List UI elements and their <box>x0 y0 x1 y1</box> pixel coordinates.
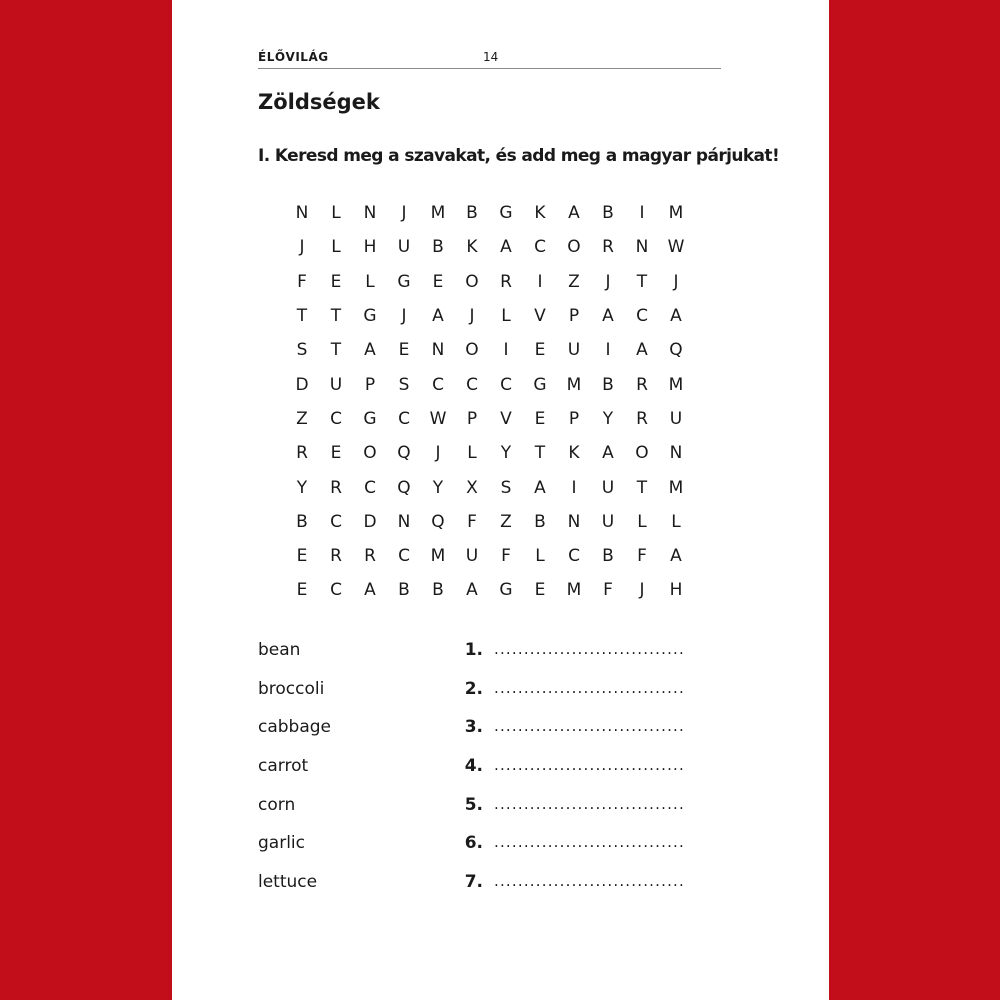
grid-letter[interactable]: O <box>635 443 649 464</box>
grid-letter[interactable]: D <box>295 374 309 395</box>
item-number: 4. <box>464 756 483 777</box>
grid-letter[interactable]: N <box>431 340 445 361</box>
grid-letter[interactable]: K <box>568 443 580 464</box>
english-word: garlic <box>258 833 305 854</box>
grid-letter[interactable]: W <box>667 237 685 258</box>
answer-blank[interactable]: ................................ <box>494 794 685 813</box>
grid-row <box>285 333 693 367</box>
grid-letter[interactable]: C <box>432 374 444 395</box>
grid-letter[interactable]: G <box>499 580 513 601</box>
grid-letter[interactable]: A <box>466 580 478 601</box>
grid-row <box>285 367 693 401</box>
grid-letter[interactable]: C <box>398 546 410 567</box>
worksheet-page <box>172 0 829 1000</box>
grid-letter[interactable]: U <box>601 511 615 532</box>
grid-letter[interactable]: B <box>602 546 614 567</box>
grid-letter[interactable]: F <box>297 271 307 292</box>
grid-letter[interactable]: E <box>534 408 546 429</box>
grid-row <box>285 299 693 333</box>
grid-letter[interactable]: T <box>636 477 648 498</box>
grid-letter[interactable]: M <box>430 203 446 224</box>
grid-letter[interactable]: R <box>364 546 376 567</box>
grid-letter[interactable]: C <box>534 237 546 258</box>
grid-letter[interactable]: P <box>568 408 580 429</box>
grid-letter[interactable]: C <box>398 408 410 429</box>
grid-letter[interactable]: R <box>636 374 648 395</box>
grid-letter[interactable]: N <box>295 203 309 224</box>
vocabulary-row <box>258 866 728 905</box>
grid-row <box>285 470 693 504</box>
grid-letter[interactable]: E <box>534 340 546 361</box>
grid-letter[interactable]: J <box>469 306 475 327</box>
grid-letter[interactable]: T <box>296 306 308 327</box>
vocabulary-row <box>258 827 728 866</box>
english-word: carrot <box>258 756 309 777</box>
grid-letter[interactable]: O <box>567 237 581 258</box>
grid-letter[interactable]: J <box>639 580 645 601</box>
grid-letter[interactable]: C <box>330 408 342 429</box>
grid-letter[interactable]: S <box>500 477 512 498</box>
grid-letter[interactable]: U <box>567 340 581 361</box>
grid-letter[interactable]: R <box>330 546 342 567</box>
grid-letter[interactable]: C <box>636 306 648 327</box>
grid-letter[interactable]: I <box>503 340 509 361</box>
grid-letter[interactable]: Z <box>296 408 308 429</box>
grid-letter[interactable]: Z <box>568 271 580 292</box>
grid-letter[interactable]: L <box>331 203 341 224</box>
grid-letter[interactable]: G <box>533 374 547 395</box>
grid-letter[interactable]: E <box>296 546 308 567</box>
grid-letter[interactable]: C <box>568 546 580 567</box>
page-number: 14 <box>483 50 499 64</box>
grid-letter[interactable]: N <box>363 203 377 224</box>
grid-letter[interactable]: E <box>296 580 308 601</box>
grid-letter[interactable]: E <box>330 271 342 292</box>
grid-letter[interactable]: U <box>601 477 615 498</box>
grid-letter[interactable]: A <box>602 443 614 464</box>
grid-letter[interactable]: B <box>602 374 614 395</box>
grid-letter[interactable]: T <box>330 306 342 327</box>
grid-letter[interactable]: L <box>331 237 341 258</box>
grid-letter[interactable]: P <box>466 408 478 429</box>
item-number: 1. <box>464 640 483 660</box>
grid-row <box>285 196 693 230</box>
grid-letter[interactable]: L <box>671 511 681 532</box>
grid-letter[interactable]: J <box>605 271 611 292</box>
grid-letter[interactable]: J <box>401 306 407 327</box>
grid-letter[interactable]: F <box>501 546 511 567</box>
grid-letter[interactable]: C <box>466 374 478 395</box>
grid-letter[interactable]: A <box>602 306 614 327</box>
grid-letter[interactable]: R <box>500 271 512 292</box>
english-word: cabbage <box>258 717 332 738</box>
grid-letter[interactable]: B <box>398 580 410 601</box>
grid-letter[interactable]: F <box>637 546 647 567</box>
grid-letter[interactable]: L <box>535 546 545 567</box>
exercise-instruction: I. Keresd meg a szavakat, és add meg a magyar párjukat! <box>258 146 780 166</box>
grid-letter[interactable]: P <box>568 306 580 327</box>
grid-letter[interactable]: G <box>363 306 377 327</box>
grid-letter[interactable]: R <box>636 408 648 429</box>
item-number: 6. <box>464 833 483 854</box>
grid-letter[interactable]: A <box>568 203 580 224</box>
answer-blank[interactable]: ................................ <box>494 756 685 775</box>
grid-letter[interactable]: S <box>398 374 410 395</box>
grid-letter[interactable]: I <box>537 271 543 292</box>
grid-row <box>285 539 693 573</box>
grid-row <box>285 230 693 264</box>
grid-letter[interactable]: L <box>637 511 647 532</box>
grid-letter[interactable]: J <box>401 203 407 224</box>
grid-letter[interactable]: V <box>534 306 546 327</box>
grid-letter[interactable]: E <box>398 340 410 361</box>
grid-letter[interactable]: R <box>602 237 614 258</box>
grid-letter[interactable]: J <box>435 443 441 464</box>
grid-letter[interactable]: M <box>566 580 582 601</box>
grid-letter[interactable]: U <box>397 237 411 258</box>
answer-blank[interactable]: ................................ <box>494 717 685 736</box>
grid-letter[interactable]: V <box>500 408 512 429</box>
grid-letter[interactable]: W <box>429 408 447 429</box>
section-label: ÉLŐVILÁG <box>258 50 329 64</box>
grid-letter[interactable]: L <box>365 271 375 292</box>
grid-letter[interactable]: M <box>668 477 684 498</box>
grid-letter[interactable]: A <box>432 306 444 327</box>
vocabulary-row <box>258 750 728 789</box>
vocabulary-row <box>258 789 728 828</box>
item-number: 5. <box>464 794 483 815</box>
grid-letter[interactable]: Y <box>432 477 444 498</box>
grid-letter[interactable]: E <box>534 580 546 601</box>
grid-letter[interactable]: U <box>465 546 479 567</box>
english-word: broccoli <box>258 678 325 699</box>
answer-blank[interactable]: ................................ <box>494 640 685 658</box>
item-number: 3. <box>464 717 483 738</box>
answer-blank[interactable]: ................................ <box>494 833 685 852</box>
grid-letter[interactable]: G <box>363 408 377 429</box>
english-word: corn <box>258 794 296 815</box>
grid-letter[interactable]: C <box>500 374 512 395</box>
grid-letter[interactable]: B <box>534 511 546 532</box>
grid-letter[interactable]: K <box>466 237 478 258</box>
grid-letter[interactable]: T <box>330 340 342 361</box>
grid-letter[interactable]: B <box>432 237 444 258</box>
grid-letter[interactable]: C <box>330 511 342 532</box>
grid-letter[interactable]: D <box>363 511 377 532</box>
grid-letter[interactable]: I <box>571 477 577 498</box>
grid-letter[interactable]: R <box>330 477 342 498</box>
page-title: Zöldségek <box>258 90 380 114</box>
grid-letter[interactable]: T <box>534 443 546 464</box>
grid-letter[interactable]: U <box>329 374 343 395</box>
grid-letter[interactable]: F <box>603 580 613 601</box>
vocabulary-row <box>258 673 728 712</box>
grid-letter[interactable]: N <box>567 511 581 532</box>
grid-letter[interactable]: L <box>501 306 511 327</box>
grid-letter[interactable]: M <box>668 374 684 395</box>
grid-letter[interactable]: N <box>397 511 411 532</box>
grid-letter[interactable]: O <box>465 340 479 361</box>
item-number: 2. <box>464 678 483 699</box>
grid-letter[interactable]: O <box>363 443 377 464</box>
grid-letter[interactable]: B <box>602 203 614 224</box>
word-search-grid <box>285 196 693 608</box>
grid-letter[interactable]: T <box>636 271 648 292</box>
grid-letter[interactable]: F <box>467 511 477 532</box>
english-word: lettuce <box>258 872 318 893</box>
grid-letter[interactable]: U <box>669 408 683 429</box>
grid-letter[interactable]: N <box>669 443 683 464</box>
page-header <box>258 48 721 69</box>
vocabulary-list <box>258 634 728 905</box>
grid-letter[interactable]: A <box>500 237 512 258</box>
grid-letter[interactable]: M <box>430 546 446 567</box>
grid-letter[interactable]: E <box>330 443 342 464</box>
grid-letter[interactable]: Y <box>500 443 512 464</box>
grid-letter[interactable]: I <box>605 340 611 361</box>
grid-letter[interactable]: P <box>364 374 376 395</box>
grid-row <box>285 436 693 470</box>
grid-letter[interactable]: Z <box>500 511 512 532</box>
grid-letter[interactable]: Y <box>602 408 614 429</box>
english-word: bean <box>258 640 301 660</box>
grid-letter[interactable]: Q <box>397 443 411 464</box>
answer-blank[interactable]: ................................ <box>494 872 685 891</box>
grid-letter[interactable]: N <box>635 237 649 258</box>
grid-letter[interactable]: A <box>534 477 546 498</box>
grid-letter[interactable]: C <box>364 477 376 498</box>
grid-letter[interactable]: A <box>670 306 682 327</box>
grid-letter[interactable]: G <box>397 271 411 292</box>
grid-letter[interactable]: A <box>364 580 376 601</box>
grid-letter[interactable]: O <box>465 271 479 292</box>
grid-letter[interactable]: H <box>669 580 683 601</box>
vocabulary-row <box>258 634 728 673</box>
grid-letter[interactable]: X <box>466 477 478 498</box>
grid-letter[interactable]: M <box>668 203 684 224</box>
grid-letter[interactable]: I <box>639 203 645 224</box>
grid-letter[interactable]: G <box>499 203 513 224</box>
item-number: 7. <box>464 872 483 893</box>
grid-letter[interactable]: Y <box>296 477 308 498</box>
grid-letter[interactable]: H <box>363 237 377 258</box>
grid-letter[interactable]: B <box>466 203 478 224</box>
grid-letter[interactable]: Q <box>669 340 683 361</box>
grid-letter[interactable]: A <box>636 340 648 361</box>
grid-letter[interactable]: R <box>296 443 308 464</box>
grid-letter[interactable]: L <box>467 443 477 464</box>
grid-letter[interactable]: J <box>673 271 679 292</box>
answer-blank[interactable]: ................................ <box>494 678 685 697</box>
grid-letter[interactable]: M <box>566 374 582 395</box>
grid-letter[interactable]: A <box>364 340 376 361</box>
grid-letter[interactable]: C <box>330 580 342 601</box>
grid-letter[interactable]: S <box>296 340 308 361</box>
grid-letter[interactable]: A <box>670 546 682 567</box>
grid-letter[interactable]: Q <box>397 477 411 498</box>
vocabulary-row <box>258 711 728 750</box>
grid-row <box>285 505 693 539</box>
grid-row <box>285 265 693 299</box>
grid-letter[interactable]: K <box>534 203 546 224</box>
grid-row <box>285 402 693 436</box>
grid-letter[interactable]: Q <box>431 511 445 532</box>
grid-row <box>285 573 693 607</box>
grid-letter[interactable]: B <box>432 580 444 601</box>
grid-letter[interactable]: J <box>299 237 305 258</box>
grid-letter[interactable]: B <box>296 511 308 532</box>
grid-letter[interactable]: E <box>432 271 444 292</box>
